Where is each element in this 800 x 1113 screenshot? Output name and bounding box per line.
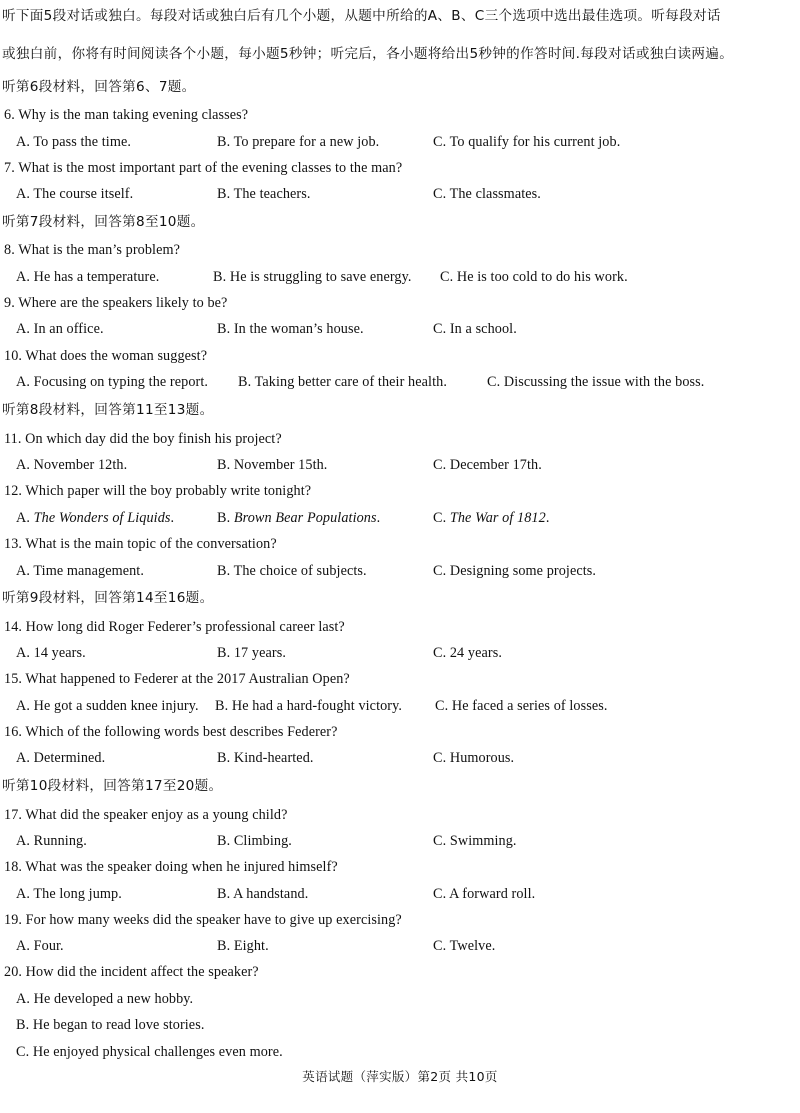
question-7-stem: 7. What is the most important part of the evening classes to the man? <box>4 160 403 176</box>
question-15-stem: 15. What happened to Federer at the 2017 Australian Open? <box>4 671 350 687</box>
question-7-option-c[interactable]: C. The classmates. <box>433 186 541 202</box>
section-6-heading: 听第6段材料，回答第6、7题。 <box>2 79 196 95</box>
question-19-stem: 19. For how many weeks did the speaker have to give up exercising? <box>4 912 402 928</box>
question-12-option-a[interactable] <box>16 508 174 528</box>
question-17-option-a[interactable]: A. Running. <box>16 833 87 849</box>
question-6-options <box>16 132 794 152</box>
page-footer: 英语试题（萍实版）第2页 共10页 <box>302 1069 498 1084</box>
question-17-options <box>16 831 794 851</box>
question-13-option-a[interactable]: A. Time management. <box>16 563 145 579</box>
question-7-options <box>16 184 794 204</box>
option-period: . <box>170 510 175 526</box>
question-11-options <box>16 455 794 475</box>
question-17-stem: 17. What did the speaker enjoy as a young child? <box>4 807 288 823</box>
question-13-options <box>16 561 794 581</box>
question-6-option-b[interactable]: B. To prepare for a new job. <box>217 134 380 150</box>
question-11-option-b[interactable]: B. November 15th. <box>217 457 328 473</box>
question-19-option-c[interactable]: C. Twelve. <box>433 938 496 954</box>
section-10-heading: 听第10段材料，回答第17至20题。 <box>2 778 223 794</box>
question-20-option-b[interactable]: B. He began to read love stories. <box>16 1017 205 1033</box>
question-17-option-c[interactable]: C. Swimming. <box>433 833 517 849</box>
question-16-option-a[interactable]: A. Determined. <box>16 750 106 766</box>
question-15-option-a[interactable]: A. He got a sudden knee injury. <box>16 698 199 714</box>
question-11-stem: 11. On which day did the boy finish his project? <box>4 431 282 447</box>
question-8-stem: 8. What is the man’s problem? <box>4 242 181 258</box>
question-14-option-c[interactable]: C. 24 years. <box>433 645 502 661</box>
question-8-option-a[interactable]: A. He has a temperature. <box>16 269 160 285</box>
question-7-option-a[interactable]: A. The course itself. <box>16 186 134 202</box>
question-13-option-c[interactable]: C. Designing some projects. <box>433 563 597 579</box>
question-18-stem: 18. What was the speaker doing when he injured himself? <box>4 859 338 875</box>
question-15-option-c[interactable]: C. He faced a series of losses. <box>435 698 608 714</box>
section-7-heading: 听第7段材料，回答第8至10题。 <box>2 214 205 230</box>
question-12-stem: 12. Which paper will the boy probably write tonight? <box>4 483 312 499</box>
question-18-options <box>16 884 794 904</box>
question-14-option-b[interactable]: B. 17 years. <box>217 645 286 661</box>
question-11-option-c[interactable]: C. December 17th. <box>433 457 542 473</box>
paper-title: The Wonders of Liquids <box>33 510 171 526</box>
question-14-options <box>16 643 794 663</box>
question-20-option-a[interactable]: A. He developed a new hobby. <box>16 991 194 1007</box>
question-16-options <box>16 748 794 768</box>
question-12-options <box>16 508 794 528</box>
question-18-option-b[interactable]: B. A handstand. <box>217 886 309 902</box>
question-8-option-b[interactable]: B. He is struggling to save energy. <box>213 269 412 285</box>
question-9-option-c[interactable]: C. In a school. <box>433 321 517 337</box>
question-13-option-b[interactable]: B. The choice of subjects. <box>217 563 367 579</box>
question-19-options <box>16 936 794 956</box>
question-20-option-c[interactable]: C. He enjoyed physical challenges even more. <box>16 1044 283 1060</box>
section-9-heading: 听第9段材料，回答第14至16题。 <box>2 590 214 606</box>
paper-title: Brown Bear Populations <box>233 510 377 526</box>
question-9-option-b[interactable]: B. In the woman’s house. <box>217 321 364 337</box>
question-12-option-b[interactable] <box>217 508 380 528</box>
question-8-options <box>16 267 794 287</box>
question-11-option-a[interactable]: A. November 12th. <box>16 457 128 473</box>
question-16-option-b[interactable]: B. Kind-hearted. <box>217 750 314 766</box>
question-6-option-c[interactable]: C. To qualify for his current job. <box>433 134 621 150</box>
question-10-option-c[interactable]: C. Discussing the issue with the boss. <box>487 374 705 390</box>
question-16-stem: 16. Which of the following words best describes Federer? <box>4 724 338 740</box>
question-6-stem: 6. Why is the man taking evening classes? <box>4 107 249 123</box>
question-17-option-b[interactable]: B. Climbing. <box>217 833 292 849</box>
question-8-option-c[interactable]: C. He is too cold to do his work. <box>440 269 628 285</box>
question-6-option-a[interactable]: A. To pass the time. <box>16 134 132 150</box>
question-16-option-c[interactable]: C. Humorous. <box>433 750 515 766</box>
question-10-stem: 10. What does the woman suggest? <box>4 348 208 364</box>
option-period: . <box>545 510 550 526</box>
option-letter: B. <box>217 510 234 526</box>
question-20-stem: 20. How did the incident affect the speaker? <box>4 964 259 980</box>
question-10-option-a[interactable]: A. Focusing on typing the report. <box>16 374 209 390</box>
question-14-option-a[interactable]: A. 14 years. <box>16 645 86 661</box>
option-letter: A. <box>16 510 34 526</box>
instructions-line-1: 听下面5段对话或独白。每段对话或独白后有几个小题，从题中所给的A、B、C三个选项中选出最佳选项。听每段对话 <box>2 8 721 24</box>
question-10-options <box>16 372 794 392</box>
question-19-option-a[interactable]: A. Four. <box>16 938 64 954</box>
question-19-option-b[interactable]: B. Eight. <box>217 938 269 954</box>
option-letter: C. <box>433 510 450 526</box>
section-8-heading: 听第8段材料，回答第11至13题。 <box>2 402 214 418</box>
question-9-option-a[interactable]: A. In an office. <box>16 321 104 337</box>
option-period: . <box>376 510 381 526</box>
question-9-stem: 9. Where are the speakers likely to be? <box>4 295 228 311</box>
question-7-option-b[interactable]: B. The teachers. <box>217 186 311 202</box>
question-18-option-a[interactable]: A. The long jump. <box>16 886 122 902</box>
question-18-option-c[interactable]: C. A forward roll. <box>433 886 536 902</box>
question-14-stem: 14. How long did Roger Federer’s professional career last? <box>4 619 345 635</box>
instructions-line-2: 或独白前，你将有时间阅读各个小题，每小题5秒钟；听完后，各小题将给出5秒钟的作答时间.每段对话或独白读两遍。 <box>2 46 734 62</box>
question-9-options <box>16 319 794 339</box>
question-13-stem: 13. What is the main topic of the conversation? <box>4 536 277 552</box>
question-15-options <box>16 696 794 716</box>
question-10-option-b[interactable]: B. Taking better care of their health. <box>238 374 447 390</box>
question-15-option-b[interactable]: B. He had a hard-fought victory. <box>215 698 403 714</box>
question-12-option-c[interactable] <box>433 508 549 528</box>
paper-title: The War of 1812 <box>449 510 546 526</box>
